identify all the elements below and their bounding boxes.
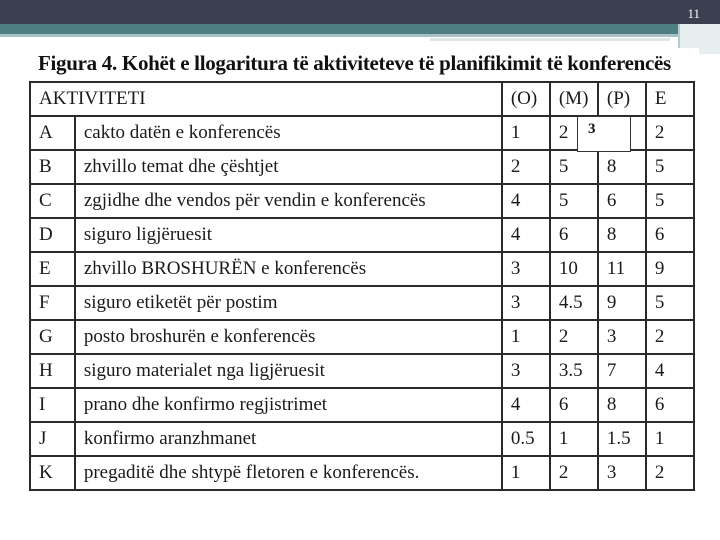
cell-o: 2 xyxy=(502,150,550,184)
cell-m: 4.5 xyxy=(550,286,598,320)
header-optimistic: (O) xyxy=(502,82,550,116)
cell-code: F xyxy=(30,286,75,320)
table-row xyxy=(30,388,694,422)
cell-e: 4 xyxy=(646,354,694,388)
cell-code: E xyxy=(30,252,75,286)
cell-desc: cakto datën e konferencës xyxy=(75,116,502,150)
cell-o: 1 xyxy=(502,320,550,354)
cell-code: J xyxy=(30,422,75,456)
cell-o: 1 xyxy=(502,116,550,150)
cell-desc: siguro ligjëruesit xyxy=(75,218,502,252)
cell-e: 5 xyxy=(646,286,694,320)
cell-m: 2 xyxy=(550,116,598,150)
table-header-row xyxy=(30,82,694,116)
cell-e: 2 xyxy=(646,320,694,354)
cell-e: 5 xyxy=(646,150,694,184)
cell-code: C xyxy=(30,184,75,218)
cell-m: 2 xyxy=(550,320,598,354)
slide-decor-bar xyxy=(430,38,670,41)
cell-m: 5 xyxy=(550,184,598,218)
table-row xyxy=(30,422,694,456)
cell-e: 2 xyxy=(646,456,694,490)
cell-e: 1 xyxy=(646,422,694,456)
cell-m: 2 xyxy=(550,456,598,490)
cell-p: 1.5 xyxy=(598,422,646,456)
table-row xyxy=(30,286,694,320)
cell-e: 9 xyxy=(646,252,694,286)
header-activity: AKTIVITETI xyxy=(30,82,502,116)
table-row xyxy=(30,456,694,490)
cell-p: 8 xyxy=(598,388,646,422)
cell-o: 4 xyxy=(502,184,550,218)
cell-o: 3 xyxy=(502,252,550,286)
cell-m: 6 xyxy=(550,388,598,422)
cell-code: A xyxy=(30,116,75,150)
cell-code: B xyxy=(30,150,75,184)
cell-o: 0.5 xyxy=(502,422,550,456)
cell-desc: pregaditë dhe shtypë fletoren e konferencës. xyxy=(75,456,502,490)
cell-code: K xyxy=(30,456,75,490)
overlay-textbox[interactable]: 3 xyxy=(577,116,631,152)
cell-m: 6 xyxy=(550,218,598,252)
cell-o: 3 xyxy=(502,354,550,388)
cell-code: G xyxy=(30,320,75,354)
cell-p: 8 xyxy=(598,150,646,184)
cell-p: 8 xyxy=(598,218,646,252)
table-row xyxy=(30,320,694,354)
cell-desc: siguro etiketët për postim xyxy=(75,286,502,320)
cell-m: 10 xyxy=(550,252,598,286)
table-row xyxy=(30,150,694,184)
table-row xyxy=(30,184,694,218)
table-row xyxy=(30,218,694,252)
cell-m: 5 xyxy=(550,150,598,184)
cell-p: 3 xyxy=(598,320,646,354)
slide-number: 11 xyxy=(687,6,700,21)
table-row xyxy=(30,252,694,286)
cell-desc: posto broshurën e konferencës xyxy=(75,320,502,354)
slide-header-band xyxy=(0,0,720,24)
cell-e: 5 xyxy=(646,184,694,218)
cell-p: 9 xyxy=(598,286,646,320)
cell-desc: konfirmo aranzhmanet xyxy=(75,422,502,456)
cell-o: 1 xyxy=(502,456,550,490)
table-row xyxy=(30,354,694,388)
cell-p: 6 xyxy=(598,184,646,218)
cell-code: H xyxy=(30,354,75,388)
cell-o: 3 xyxy=(502,286,550,320)
cell-desc: prano dhe konfirmo regjistrimet xyxy=(75,388,502,422)
cell-desc: siguro materialet nga ligjëruesit xyxy=(75,354,502,388)
cell-p: 7 xyxy=(598,354,646,388)
cell-o: 4 xyxy=(502,388,550,422)
header-pessimistic: (P) xyxy=(598,82,646,116)
cell-desc: zhvillo BROSHURËN e konferencës xyxy=(75,252,502,286)
header-most-likely: (M) xyxy=(550,82,598,116)
cell-code: D xyxy=(30,218,75,252)
cell-e: 2 xyxy=(646,116,694,150)
cell-e: 6 xyxy=(646,218,694,252)
cell-desc: zhvillo temat dhe çështjet xyxy=(75,150,502,184)
header-expected: E xyxy=(646,82,694,116)
cell-e: 6 xyxy=(646,388,694,422)
slide-header-line xyxy=(0,34,720,37)
figure-title: Figura 4. Kohët e llogaritura të aktiviteteve të planifikimit të konferencës xyxy=(38,51,671,75)
cell-code: I xyxy=(30,388,75,422)
cell-o: 4 xyxy=(502,218,550,252)
cell-m: 1 xyxy=(550,422,598,456)
slide-header-accent xyxy=(0,24,720,34)
cell-desc: zgjidhe dhe vendos për vendin e konferencës xyxy=(75,184,502,218)
cell-m: 3.5 xyxy=(550,354,598,388)
cell-p: 11 xyxy=(598,252,646,286)
cell-p: 3 xyxy=(598,456,646,490)
